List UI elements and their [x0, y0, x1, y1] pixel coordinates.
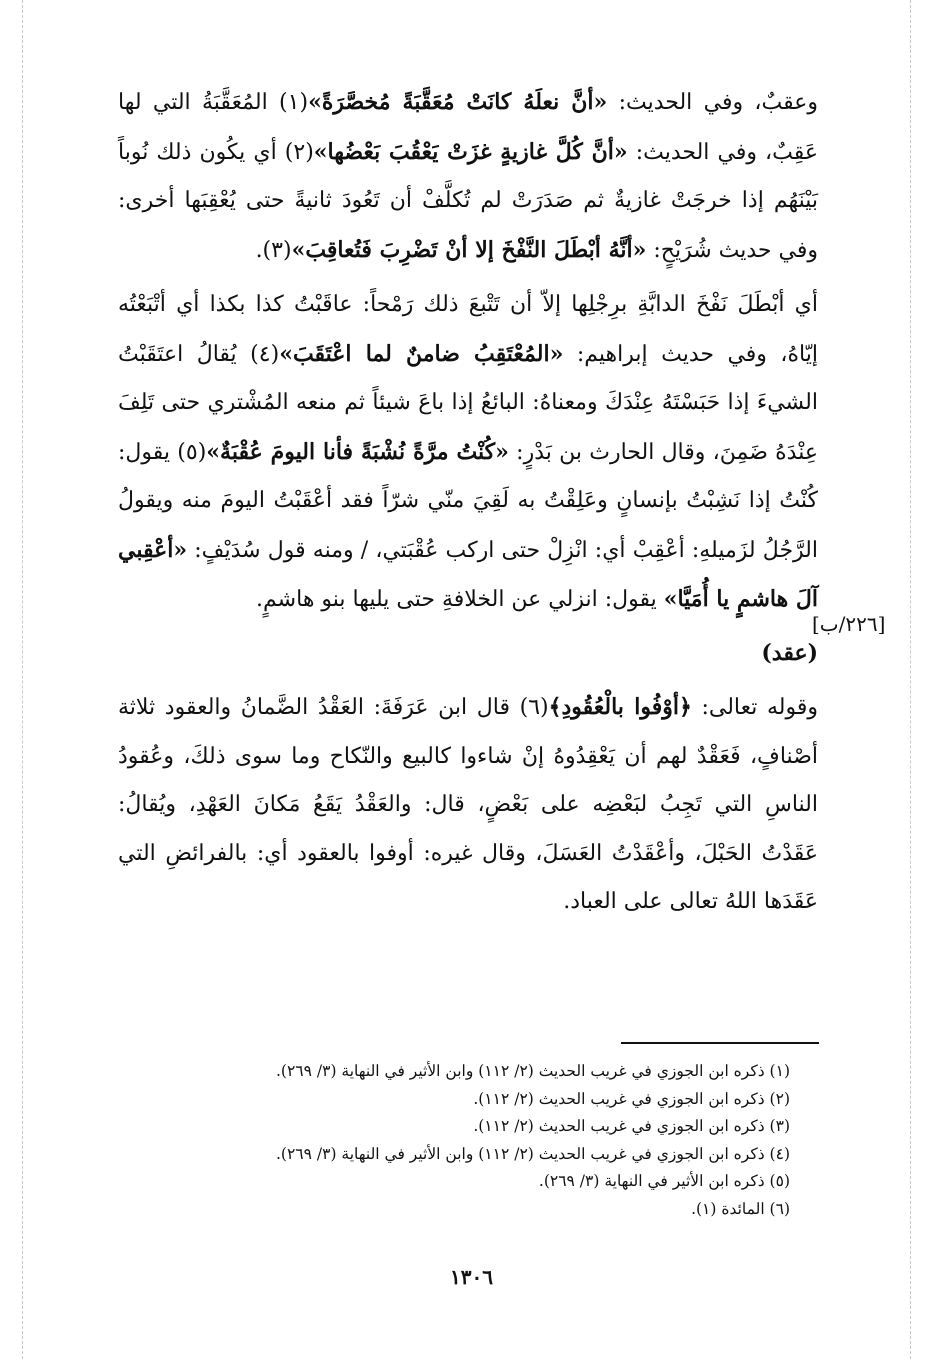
text-run: (٥) يقول: كُنْتُ إذا نَشِبْتُ بإنسانٍ وعَلِقْتُ به لَقِيَ منّي شرّاً فقد أعْقَبْتُ اليومَ منه ويقولُ الرَّجُلُ لزَميلهِ: أعْقِبْ أي: انْزِلْ حتى اركب عُقْبَتي، / ومنه قول سُدَيْفٍ: — [118, 439, 818, 563]
section-heading: (عقد) — [761, 639, 818, 666]
folio-margin-reference: [٢٢٦/ب] — [812, 612, 886, 636]
main-text — [118, 78, 818, 927]
scan-artifact-line-left — [22, 0, 23, 1359]
text-run: يقول: انزلي عن الخلافةِ حتى يليها بنو هاشمٍ. — [256, 587, 664, 612]
page-number: ١٣٠٦ — [450, 1265, 493, 1289]
text-run: (٣). — [255, 237, 292, 263]
quoted-text: «أنَّ نعلَهُ كانَتْ مُعَقَّبَةً مُخصَّرَةً» — [308, 89, 608, 115]
footnote-4: (٤) ذكره ابن الجوزي في غريب الحديث (٢/ ١١٢) وابن الأثير في النهاية (٣/ ٢٦٩). — [275, 1144, 790, 1163]
paragraph-3 — [118, 683, 818, 927]
text-run: وقوله تعالى: — [691, 695, 818, 720]
quoted-text: «أعْقِبي آلَ هاشمٍ يا أُمَيَّا» — [118, 536, 818, 612]
paragraph-2 — [118, 281, 818, 625]
text-run: (٤) يُقالُ اعتَقَبْتُ الشيءَ إذا حَبَسْتَهُ عِنْدَكَ ومعناهُ: البائعُ إذا باعَ شيئاً ثم منعه المُشْتري حتى تَلِفَ عِنْدَهُ ضَمِنَ، وقال الحارث بن بَدْرٍ: — [118, 341, 818, 465]
footnote-separator — [621, 1042, 819, 1044]
footnote-5: (٥) ذكره ابن الأثير في النهاية (٣/ ٢٦٩). — [538, 1172, 790, 1190]
quoted-text: «المُعْتَقِبُ ضامنٌ لما اعْتَقَبَ» — [279, 340, 564, 367]
text-run: أي أبْطَلَ نَفْخَ الدابَّةِ برِجْلِها إلاّ أن تَتْبعَ ذلك رَمْحاً: عاقَبْتُ كذا بكذا أي أتْبَعْتُه إيّاهُ، وفي حديث إبراهيم: — [118, 292, 818, 367]
footnote-6: (٦) المائدة (١). — [691, 1199, 790, 1218]
footnote-1: (١) ذكره ابن الجوزي في غريب الحديث (٢/ ١١٢) وابن الأثير في النهاية (٣/ ٢٦٩). — [275, 1062, 790, 1080]
text-run: وعقبٌ، وفي الحديث: — [607, 90, 818, 115]
quoted-text: ﴿أوْفُوا بالْعُقُودِ﴾ — [548, 694, 692, 720]
footnotes — [150, 1058, 790, 1223]
quoted-text: «أنَّهُ أبْطَلَ النَّفْخَ إلا أنْ تَضْرِبَ فَتُعاقِبَ» — [291, 236, 647, 263]
quoted-text: «كُنْتُ مرَّةً نُشْبَةً فأنا اليومَ عُقْبَةٌ» — [206, 438, 509, 465]
scan-artifact-line-right — [910, 0, 911, 1359]
text-run: (٦) قال ابن عَرَفَةَ: العَقْدُ الضَّمانُ والعقود ثلاثة أصْنافٍ، فَعَقْدٌ لهم أن يَعْقِدُوهُ إنْ شاءوا كالبيع والنّكاح وما سوى ذلكَ، وعُقودُ الناسِ التي تَجِبُ لبَعْضِه على بَعْضٍ، قال: والعَقْدُ يَقَعُ مَكانَ العَهْدِ، ويُقالُ: عَقَدْتُ الحَبْلَ، وأعْقَدْتُ العَسَلَ، وقال غيره: أوفوا بالعقود أي: بالفرائضِ التي عَقَدَها اللهُ تعالى على العباد. — [118, 695, 818, 914]
footnote-3: (٣) ذكره ابن الجوزي في غريب الحديث (٢/ ١١٢). — [473, 1117, 790, 1135]
footnote-2: (٢) ذكره ابن الجوزي في غريب الحديث (٢/ ١١٢). — [473, 1089, 790, 1108]
text-run: (١) المُعَقَّبَةُ التي لها عَقِبٌ، وفي الحديث: — [118, 90, 819, 165]
text-run: (٢) أي يكُون ذلك نُوباً بَيْنَهُم إذا خرجَتْ غازيةٌ ثم صَدَرَتْ لم تُكلَّفْ أن تَعُودَ ثانيةً حتى يُعْقِبَها أخرى: وفي حديث شُرَيْحٍ: — [118, 139, 818, 263]
quoted-text: «أنَّ كُلَّ غازيةٍ غزَتْ يَعْقُبَ بَعْضُها» — [313, 138, 628, 165]
paragraph-1 — [118, 78, 818, 275]
